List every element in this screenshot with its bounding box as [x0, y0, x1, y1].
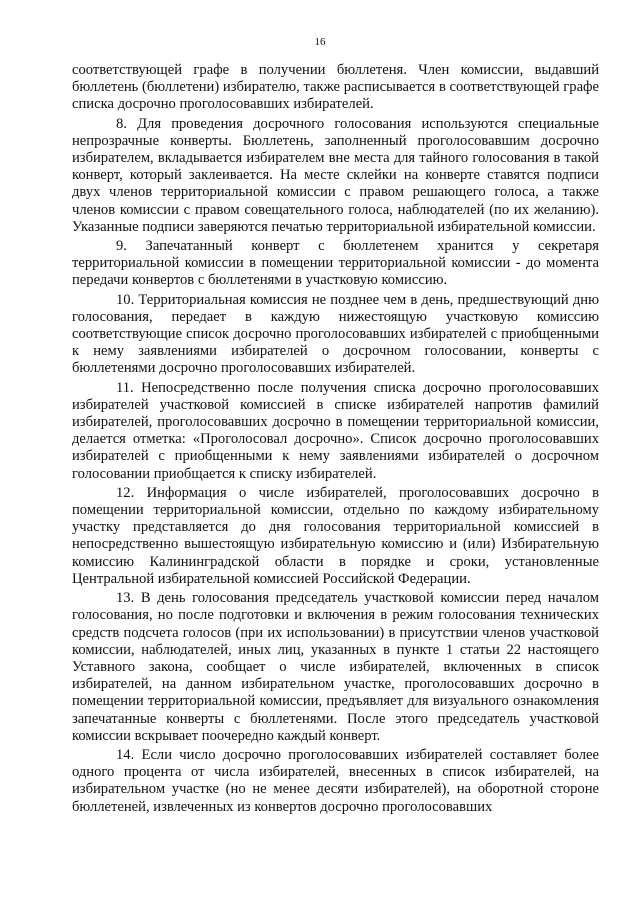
- paragraph-9: 9. Запечатанный конверт с бюллетенем хранится у секретаря территориальной комиссии в помещении территориальной комиссии - до момента передачи конвертов с бюллетенями в участковую комиссию.: [72, 238, 599, 289]
- paragraph-8: 8. Для проведения досрочного голосования используются специальные непрозрачные конверты. Бюллетень, заполненный проголосовавшим досрочно избирателем, вкладывается избирателем вне места для тайного голосования в такой конверт, который заклеивается. На месте склейки на конверте ставятся подписи двух членов территориальной комиссии с правом решающего голоса, а также членов комиссии с правом совещательного голоса, наблюдателей (по их желанию). Указанные подписи заверяются печатью территориальной избирательной комиссии.: [72, 115, 599, 235]
- document-body: [72, 62, 599, 816]
- paragraph-12: 12. Информация о числе избирателей, проголосовавших досрочно в помещении территориальной комиссии, отдельно по каждому избирательному участку представляется до дня голосования территориальной комиссией в непосредственно вышестоящую избирательную комиссию и (или) Избирательную комиссию Калининградской области в порядке и сроки, установленные Центральной избирательной комиссией Российской Федерации.: [72, 484, 599, 587]
- page-number: 16: [314, 36, 326, 48]
- paragraph-11: 11. Непосредственно после получения списка досрочно проголосовавших избирателей участковой комиссией в списке избирателей напротив фамилий избирателей, проголосовавших досрочно в помещении территориальной комиссии, делается отметка: «Проголосовал досрочно». Список досрочно проголосовавших избирателей с приобщенными к нему заявлениями избирателей о досрочном голосовании приобщается к списку избирателей.: [72, 379, 599, 482]
- paragraph-continuation: соответствующей графе в получении бюллетеня. Член комиссии, выдавший бюллетень (бюллетени) избирателю, также расписывается в соответствующей графе списка досрочно проголосовавших избирателей.: [72, 62, 599, 113]
- paragraph-10: 10. Территориальная комиссия не позднее чем в день, предшествующий дню голосования, передает в каждую нижестоящую участковую комиссию соответствующие список досрочно проголосовавших избирателей с приобщенными к нему заявлениями избирателей о досрочном голосовании, конверты с бюллетенями досрочно проголосовавших избирателей.: [72, 291, 599, 377]
- paragraph-14: 14. Если число досрочно проголосовавших избирателей составляет более одного процента от числа избирателей, внесенных в список избирателей, на избирательном участке (но не менее десяти избирателей), на оборотной стороне бюллетеней, извлеченных из конвертов досрочно проголосовавших: [72, 746, 599, 815]
- paragraph-13: 13. В день голосования председатель участковой комиссии перед началом голосования, но после подготовки и включения в режим голосования технических средств подсчета голосов (при их использовании) в присутствии членов участковой комиссии, наблюдателей, иных лиц, указанных в пункте 1 статьи 22 настоящего Уставного закона, сообщает о числе избирателей, включенных в список избирателей, на данном избирательном участке, проголосовавших досрочно в помещении территориальной комиссии, предъявляет для визуального ознакомления запечатанные конверты с бюллетенями. После этого председатель участковой комиссии вскрывает поочередно каждый конверт.: [72, 590, 599, 744]
